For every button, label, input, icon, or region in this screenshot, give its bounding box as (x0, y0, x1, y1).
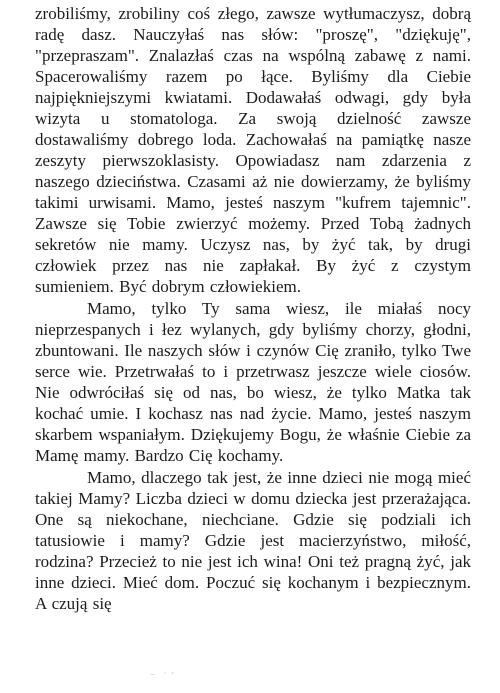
paragraph-1: zrobiliśmy, zrobiliny coś złego, zawsze wytłumaczysz, dobrą radę dasz. Nauczyłaś nas słów: "proszę", "dziękuję", "przepraszam". Znalazłaś czas na wspólną zabawę z nami. Spacerowaliśmy razem po łące. Byliśmy dla Ciebie najpiękniejszymi kwiatami. Dodawałaś odwagi, gdy była wizyta u stomatologa. Za swoją dzielność zawsze dostawaliśmy dobrego loda. Zachowałaś na pamiątkę nasze zeszyty pierwszoklasisty. Opowiadasz nam zdarzenia z naszego dzieciństwa. Czasami aż nie dowierzamy, że byliśmy takimi urwisami. Mamo, jesteś naszym "kufrem tajemnic". Zawsze się Tobie zwierzyć możemy. Przed Tobą żadnych sekretów nie mamy. Uczysz nas, by żyć tak, by drugi człowiek przez nas nie zapłakał. By żyć z czystym sumieniem. Być dobrym człowiekiem. (35, 4, 471, 296)
body-text (35, 2, 471, 614)
paragraph-2: Mamo, tylko Ty sama wiesz, ile miałaś nocy nieprzespanych i łez wylanych, gdy byliśmy chorzy, głodni, zbuntowani. Ile naszych słów i czynów Cię zraniło, tylko Twe serce wie. Przetrwałaś to i przetrwasz jeszcze wiele ciosów. Nie odwróciłaś się od nas, bo wiesz, że tylko Matka tak kochać umie. I kochasz nas nad życie. Mamo, jesteś naszym skarbem wspaniałym. Dziękujemy Bogu, że właśnie Ciebie za Mamę mamy. Bardzo Cię kochamy. (35, 299, 471, 465)
paragraph-3: Mamo, dlaczego tak jest, że inne dzieci nie mogą mieć takiej Mamy? Liczba dzieci w domu dziecka jest przerażająca. One są niekochane, niechciane. Gdzie się podziali ich tatusiowie i mamy? Gdzie jest macierzyństwo, miłość, rodzina? Przecież to nie jest ich wina! Oni też pragną żyć, jak inne dzieci. Mieć dom. Poczuć się kochanym i bezpiecznym. A czują się (35, 468, 471, 613)
scan-artifact-icon: ⁻ ˙ˊ (150, 672, 177, 683)
